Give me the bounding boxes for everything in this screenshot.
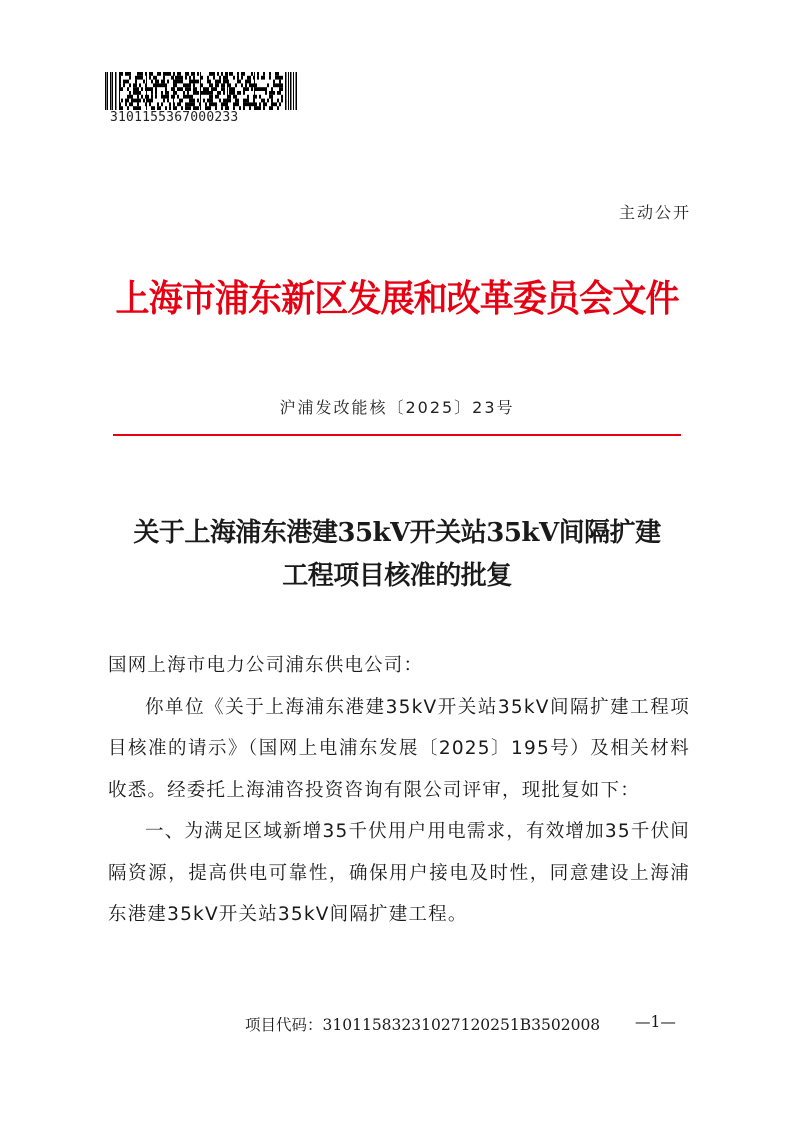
document-number: 沪浦发改能核〔2025〕23号	[279, 398, 515, 417]
addressee: 国网上海市电力公司浦东供电公司：	[108, 655, 424, 676]
barcode-number: 3101155367000233	[110, 110, 239, 125]
red-divider	[113, 434, 681, 436]
page-number: —1—	[635, 1013, 676, 1031]
document-body	[108, 645, 690, 936]
disclosure-label: 主动公开	[618, 203, 691, 222]
body-paragraph-2: 一、为满足区域新增35千伏用户用电需求，有效增加35千伏间隔资源，提高供电可靠性，确保用户接电及时性，同意建设上海浦东港建35kV开关站35kV间隔扩建工程。	[108, 821, 690, 925]
project-code	[245, 1013, 600, 1035]
body-paragraph-1: 你单位《关于上海浦东港建35kV开关站35kV间隔扩建工程项目核准的请示》（国网上电浦东发展〔2025〕195号）及相关材料收悉。经委托上海浦咨投资咨询有限公司评审，现批复如下：	[108, 696, 690, 801]
project-code-label: 项目代码：	[245, 1016, 323, 1034]
title-line-2: 工程项目核准的批复	[282, 561, 512, 591]
document-title	[100, 512, 694, 598]
project-code-value: 31011583231027120251B3502008	[322, 1016, 601, 1034]
issuer-header: 上海市浦东新区发展和改革委员会文件	[115, 276, 679, 320]
title-line-1: 关于上海浦东港建35kV开关站35kV间隔扩建	[133, 518, 661, 548]
barcode	[105, 72, 297, 110]
